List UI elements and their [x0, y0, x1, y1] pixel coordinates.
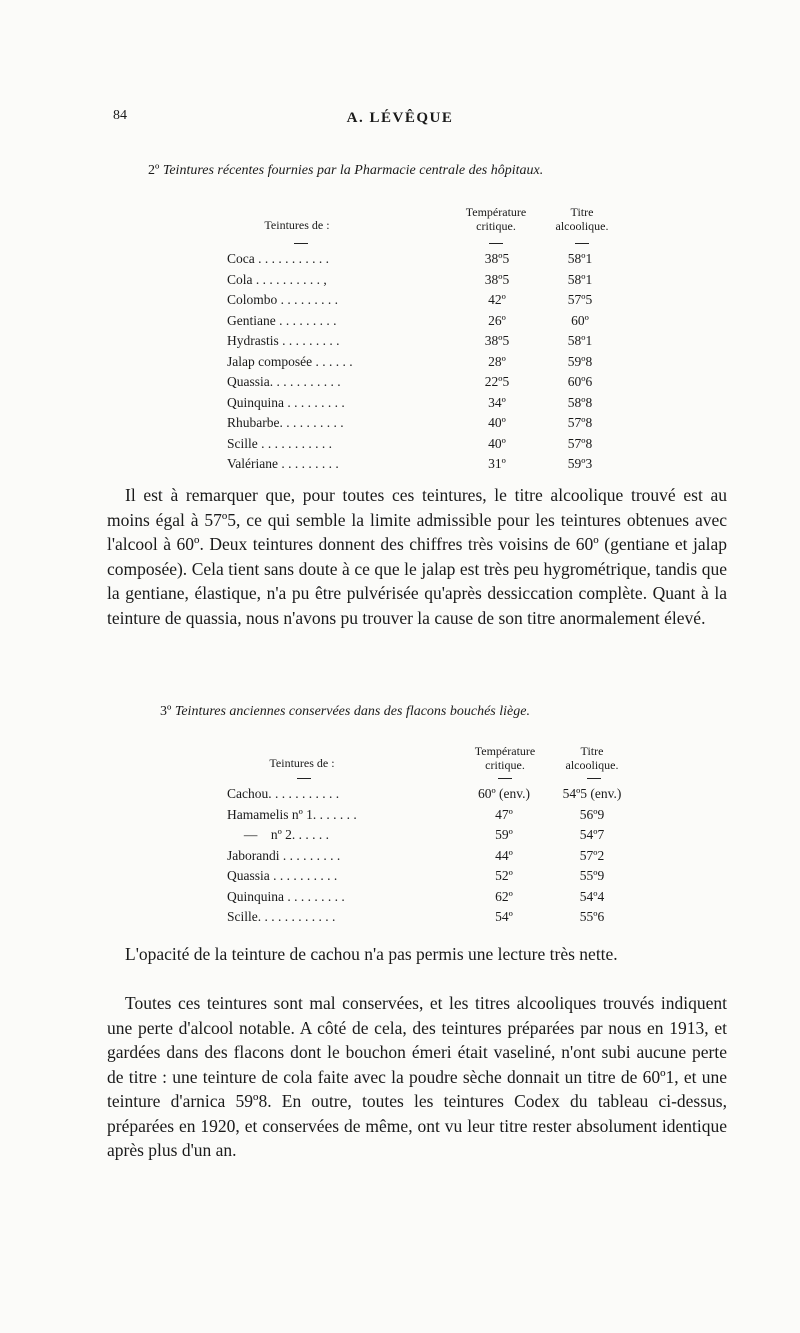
row-temperature: 31º [488, 456, 506, 471]
row-titre: 55º9 [579, 868, 605, 883]
table-row [227, 292, 657, 312]
table-row [227, 909, 657, 929]
paragraph-3-text: Toutes ces teintures sont mal conservées, et les titres alcooliques trouvés indiquent une perte d'alcool notable. A côté de cela, des teintures préparées par nous en 1913, et gardées dans des flacons dont le bouchon émeri était vaseliné, n'ont subi aucune perte de titre : une teinture de cola faite avec la poudre sèche donnait un titre de 60º1, et une teinture d'arnica 59º8. En outre, toutes les teintures Codex du tableau ci-dessus, préparées en 1920, et conservées de même, ont vu leur titre rester absolument identique après plus d'un an. [107, 993, 727, 1160]
section-3-title [160, 704, 530, 720]
row-temperature: 62º [495, 888, 513, 904]
row-name: Quinquina . . . . . . . . . [227, 888, 345, 904]
table-row [227, 786, 657, 806]
row-temperature: 40º [488, 435, 506, 451]
section-2-number: 2º [148, 163, 160, 178]
row-temperature: 28º [488, 353, 506, 369]
row-name: Quassia . . . . . . . . . . [227, 868, 338, 883]
table-row [227, 313, 657, 333]
column-rule [498, 778, 512, 779]
row-temperature: 59º [495, 827, 513, 842]
row-temperature: 54º [495, 909, 513, 924]
row-titre: 54º5 (env.) [562, 786, 622, 801]
table-row [227, 827, 657, 847]
row-name: Gentiane . . . . . . . . . [227, 312, 337, 328]
paragraph-3 [107, 991, 727, 1163]
row-titre: 54º4 [579, 888, 605, 904]
column-rule [297, 778, 311, 779]
page-number: 84 [113, 108, 127, 123]
row-titre: 60º [571, 312, 589, 328]
row-name: Scille . . . . . . . . . . . [227, 435, 332, 451]
row-name: Cachou. . . . . . . . . . . [227, 786, 340, 801]
row-name: Cola . . . . . . . . . . , [227, 271, 327, 287]
column-rule [575, 243, 589, 244]
row-name: Colombo . . . . . . . . . [227, 292, 339, 307]
row-titre: 57º8 [567, 415, 593, 430]
row-titre: 54º7 [579, 827, 605, 842]
table-row [227, 333, 657, 353]
row-titre: 56º9 [579, 806, 605, 822]
column-rule [294, 243, 308, 244]
table-row [227, 848, 657, 868]
paragraph-1 [107, 483, 727, 630]
table-row [227, 868, 657, 888]
paragraph-2 [107, 942, 727, 967]
row-temperature: 60º (env.) [477, 786, 531, 801]
row-name: Quinquina . . . . . . . . . [227, 394, 345, 410]
column-header-titre [547, 744, 637, 772]
row-titre: 57º2 [579, 847, 605, 863]
table-row [227, 354, 657, 374]
row-temperature: 38º5 [484, 333, 510, 348]
table-row [227, 456, 657, 476]
row-name: Scille. . . . . . . . . . . . [227, 909, 336, 924]
column-header-temperature [451, 205, 541, 233]
table-row [227, 395, 657, 415]
row-name: Jalap composée . . . . . . [227, 353, 353, 369]
running-header: A. LÉVÊQUE [346, 110, 454, 126]
row-temperature: 38º5 [484, 271, 510, 287]
row-titre: 58º1 [567, 271, 593, 287]
section-2-heading: Teintures récentes fournies par la Pharmacie centrale des hôpitaux. [162, 163, 544, 178]
row-temperature: 52º [495, 868, 513, 883]
row-name: Coca . . . . . . . . . . . [227, 251, 329, 266]
column-header-titre-line1: Titre [580, 744, 604, 758]
section-3-heading: Teintures anciennes conservées dans des flacons bouchés liège. [174, 704, 530, 719]
row-titre: 57º8 [567, 435, 593, 451]
row-temperature: 26º [488, 312, 506, 328]
row-titre: 59º3 [567, 456, 593, 471]
column-header-temperature [460, 744, 550, 772]
row-titre: 60º6 [567, 374, 593, 389]
column-header-titre [537, 205, 627, 233]
section-3-number: 3º [160, 704, 172, 719]
paragraph-1-text: Il est à remarquer que, pour toutes ces teintures, le titre alcoolique trouvé est au moins égal à 57º5, ce qui semble la limite admissible pour les teintures obtenues avec l'alcool à 60º. Deux teintures donnent des chiffres très voisins de 60º (gentiane et jalap composée). Cela tient sans doute à ce que le jalap est très peu hygrométrique, tandis que la gentiane, élastique, n'a pu être pulvérisée qu'après dessiccation complète. Quant à la teinture de quassia, nous n'avons pu trouver la cause de son titre anormalement élevé. [107, 485, 727, 628]
table-row [227, 807, 657, 827]
table-row [227, 889, 657, 909]
row-name: — nº 2. . . . . . [227, 827, 330, 842]
row-titre: 58º1 [567, 333, 593, 348]
column-header-temperature-line1: Température [465, 205, 527, 219]
row-titre: 55º6 [579, 909, 605, 924]
row-titre: 58º8 [567, 394, 593, 410]
row-name: Quassia. . . . . . . . . . . [227, 374, 341, 389]
row-titre: 59º8 [567, 353, 593, 369]
column-header-titre-line2: alcoolique. [555, 219, 609, 233]
column-header-temperature-line2: critique. [476, 219, 516, 233]
row-temperature: 34º [488, 394, 506, 410]
row-name: Jaborandi . . . . . . . . . [227, 847, 341, 863]
row-temperature: 47º [495, 806, 513, 822]
table-row [227, 436, 657, 456]
table-row [227, 374, 657, 394]
row-name: Hydrastis . . . . . . . . . [227, 333, 340, 348]
row-temperature: 22º5 [484, 374, 510, 389]
table-row [227, 272, 657, 292]
column-header-name: Teintures de : [269, 756, 335, 770]
section-2-title [148, 163, 543, 179]
column-header-titre-line2: alcoolique. [565, 758, 619, 772]
column-header-titre-line1: Titre [570, 205, 594, 219]
row-name: Valériane . . . . . . . . . [227, 456, 339, 471]
row-name: Hamamelis nº 1. . . . . . . [227, 806, 357, 822]
column-rule [489, 243, 503, 244]
column-header-name: Teintures de : [264, 218, 330, 232]
row-titre: 57º5 [567, 292, 593, 307]
row-name: Rhubarbe. . . . . . . . . . [227, 415, 344, 430]
row-temperature: 44º [495, 847, 513, 863]
row-temperature: 38º5 [484, 251, 510, 266]
row-titre: 58º1 [567, 251, 593, 266]
table-row [227, 251, 657, 271]
row-temperature: 42º [488, 292, 506, 307]
row-temperature: 40º [488, 415, 506, 430]
table-row [227, 415, 657, 435]
column-rule [587, 778, 601, 779]
column-header-temperature-line1: Température [474, 744, 536, 758]
column-header-temperature-line2: critique. [485, 758, 525, 772]
paragraph-2-text: L'opacité de la teinture de cachou n'a pas permis une lecture très nette. [125, 944, 618, 964]
